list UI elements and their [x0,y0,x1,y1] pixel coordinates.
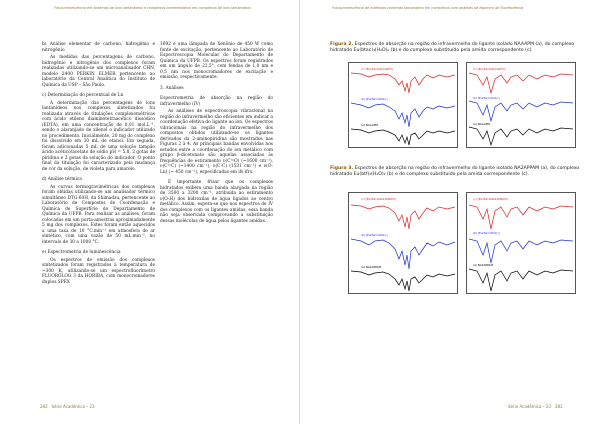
running-head-right: Fotoluminescência de materiais contendo lantanídeos em complexos com análises de espectro de fluorescência [332,6,524,10]
section-heading-b: b) Análise elementar de carbono, hidrogênio e nitrogênio [42,42,155,53]
figure-3-caption [330,166,588,177]
figure-3-spectra-right [467,193,575,293]
figure-3-label-b: (b) [Eu(tta)₃(H₂O)₂] [361,233,388,237]
page-number-left [40,404,95,409]
figure-3-spectra-left [349,193,457,293]
figure-2-label-a: (a) NAAAPM [361,123,378,127]
figure-3-label-c: (c) [Eu(tta)₃(NA2APPAM)] [361,197,396,201]
page-number-right [508,404,563,409]
figure-3-panel-left [348,192,458,294]
figure-2-right-label-c: (c) [Eu(tta)₃(NAAAPM)] [473,67,505,71]
figure-2-label-c: (c) [Eu(tta)₃(NAAAPM)] [361,67,393,71]
running-head-left: Fotoluminescência em sistemas de íons lantanídeos e complexos intermediários em complexos de íons lantanídeos [54,6,251,10]
section-heading-d: d) Análise térmica [42,177,82,182]
left-column-1 [42,42,155,290]
page-number: 283 [554,404,563,409]
figure-2-right-label-b: (b) [Eu(tta)₃(H₂O)₂] [473,96,500,100]
figure-3-caption-text: Espectros de absorção na região do infravermelho do ligante isolado NA2APPAM (a), do complexo hidratado Eu(btf)₃(H₂O)₂ (b) e do complexo substituído pela amida correspondente (c). [330,166,580,177]
paragraph-d: As curvas termogravimétricas dos complexos foram obtidas utilizando-se um analisador térmico simultâneo DTG-60H, da Shimadzu, pertencente ao Laboratório de Compostos de Coordenação e Química de Superfície do Departamento de Química da UFPB. Para realizar as análises, foram colocadas em um porta-amostras aproximadamente 5 mg dos complexos. Estes foram então aquecidos a uma taxa de 10 °C.min⁻¹ em atmosfera de ar sintético, com uma vazão de 50 mL.min⁻¹, no intervalo de 30 a 1000 °C. [42,184,155,245]
figure-3-label-a: (a) NA2APPAM [361,265,382,269]
figure-3-right-label-b: (b) [Eu(tta)₃(H₂O)₂] [473,231,500,235]
paragraph-c: A determinação das percentagens de íons lantanídeos nos complexos sintetizados foi realizada através de titulações complexométricas com ácido etileno diaminotetraacético dissódico (EDTA), em uma concentração de 0,01 mol.L⁻¹, sendo o alaranjado de xilenol o indicador utilizado no procedimento. Inicialmente, 20 mg do complexo foi dissolvido em 30 mL de etanol. Em seguida, foram adicionadas 5 mL de uma solução tampão ácido acético/acetato de sódio pH = 5,8, 2 gotas de piridina e 3 gotas da solução do indicador. O ponto final da titulação foi caracterizado pela mudança de cor da solução, de violeta para amarelo. [42,100,155,172]
page-number: 282 [40,404,48,409]
figure-2-right-label-a: (a) NAAAPM [473,122,490,126]
figure-2-panel-left [348,62,458,148]
series-name: Série Acadêmica – 23 [508,404,552,409]
right-page [300,0,600,424]
paragraph-b: As medidas das percentagens de carbono, hidrogênio e nitrogênio dos complexos foram realizadas utilizando-se um microanalisador CHN, modelo 2400 PERKIN ELMER pertencente ao laboratório da Central Analítica do Instituto de Química da USP – São Paulo. [42,55,155,88]
paragraph-ir-1: As análises de espectroscopia vibracional na região do infravermelho são eficientes em indicar a coordenação efetiva do ligante ao íon. Os espectros vibracionais na região do infravermelho dos compostos obtidos utilizando-se os ligantes derivados da 2-aminopiridina são mostrados nas Figuras 2 à 4. As principais bandas envolvidas nos estudos entre a coordenação do íon metálico com grupo β-dicetonato são aquelas associadas às frequências de estiramento ν(C=O) (~1600 cm⁻¹), ν(C=C) (~1400 cm⁻¹), ν(C-C) (1531 cm⁻¹) e ν(O-Ln) (~ 450 cm⁻¹), especificadas em ifs ifrs. [160,109,273,175]
figure-3-panel-right [466,192,576,294]
figure-2-caption [330,42,588,53]
figure-2-label: Figura 2. [330,42,354,47]
figure-3-right-label-c: (c) [Eu(tta)₃(NA2APPAM)] [473,197,508,201]
figure-2-spectra-right [467,63,575,147]
paragraph-continued: 1692 e uma lâmpada de Xenônio de 450 W como fonte de excitação, pertencente ao Laboratório de Espectroscopia Molecular do Departamento de Química da UFPB. Os espectros foram registrados em um ângulo de 22,5°, com fendas de 1,0 nm e 0,5 nm nos monocromadores de excitação e emissão, respectivamente. [160,42,273,80]
figure-3-label: Figura 3. [330,166,354,171]
figure-2-label-b: (b) [Eu(tta)₃(H₂O)₂] [361,97,388,101]
section-title-analyses: 3. Análises [160,85,184,91]
figure-2-spectra-left [349,63,457,147]
paragraph-ir-2: É importante frisar que os complexos hidratados exibem uma banda alargada na região de 3500 a 3200 cm⁻¹, atribuída ao estiramento ν(O-H) dos hidroxilas de água ligados ao centro metálico. Assim, espera-se que nos espectros de IV dos complexos com os ligantes amidas, essa banda não seja observada comprovando a substituição dessas moléculas de água pelos ligantes amidas. [160,180,273,224]
figure-3 [348,192,578,304]
figure-2 [348,62,578,157]
series-name: Série Acadêmica – 23 [51,404,95,409]
figure-2-caption-text: Espectros de absorção na região do infravermelho do ligante isolado NAAAPM (a), do complexo hidratado Eu(btac)₃(H₂O)₂ (b) e do complexo substituído pela amida correspondente (c). [330,42,575,53]
paragraph-e: Os espectros de emissão dos complexos sintetizados foram registrados à temperatura de ~300 K, utilizando-se um espectrofluorímetro FLUOROLOG 3 da HORIBA, com monocromadores duplos SPEX [42,257,155,285]
subsection-title-ir: Espectrometria de absorção na região do infravermelho (IV) [160,96,273,107]
figure-2-panel-right [466,62,576,148]
figure-3-right-label-a: (a) NA2APPAM [473,263,494,267]
section-heading-c: c) Determinação do percentual de Ln [42,93,124,98]
section-heading-e: e) Espectrometria de luminescência [42,250,121,255]
left-column-2 [160,42,273,229]
